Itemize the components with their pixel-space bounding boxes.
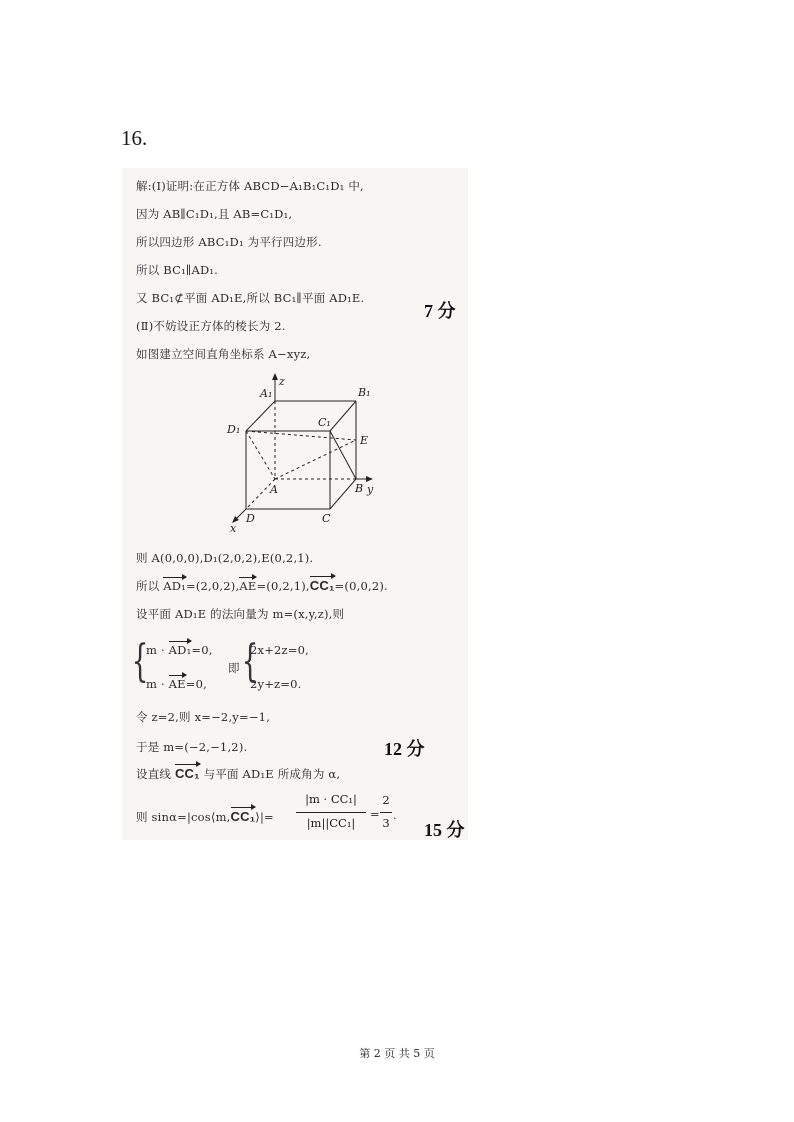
solution-line-13 [136, 766, 340, 782]
line9-value-2: =(0,2,1), [256, 579, 310, 593]
solution-line-6: (Ⅱ)不妨设正方体的棱长为 2. [136, 319, 286, 333]
line14-suffix: ⟩|= [255, 810, 274, 824]
fraction-1-numerator: |m · CC₁| [305, 792, 357, 806]
solution-line-11: 令 z=2,则 x=−2,y=−1, [136, 710, 271, 724]
solution-line-7: 如图建立空间直角坐标系 A−xyz, [136, 347, 311, 361]
vector-AE: AE [239, 579, 257, 593]
line14-cc1: CC₁ [230, 809, 256, 824]
system-eq-1 [146, 643, 213, 657]
cube-coordinate-figure [222, 372, 382, 534]
sys2-vector-AE: AE [168, 677, 186, 691]
label-D: D [246, 512, 255, 525]
fraction-2-denominator: 3 [382, 816, 390, 830]
solution-line-10: 设平面 AD₁E 的法向量为 m=(x,y,z),则 [136, 607, 345, 621]
final-period: . [393, 808, 397, 822]
label-A1: A₁ [260, 387, 273, 400]
question-number: 16. [121, 126, 148, 150]
label-y: y [367, 483, 374, 496]
label-x: x [230, 522, 237, 534]
label-C: C [322, 512, 331, 525]
sys1-prefix: m · [146, 643, 169, 657]
fraction-1-denominator: |m||CC₁| [306, 816, 356, 830]
system-eq-2 [146, 677, 207, 691]
equals-sign: = [370, 807, 380, 821]
edge-B1-C1 [330, 401, 356, 431]
solution-line-2: 因为 AB∥C₁D₁,且 AB=C₁D₁, [136, 207, 293, 221]
solution-line-8: 则 A(0,0,0),D₁(2,0,2),E(0,2,1). [136, 551, 314, 565]
score-7: 7 分 [424, 301, 456, 321]
vector-AD1: AD₁ [163, 579, 187, 593]
label-B: B [355, 482, 364, 495]
label-z: z [279, 375, 285, 388]
line9-value-1: =(2,0,2), [186, 579, 240, 593]
line13-prefix: 设直线 [136, 767, 175, 781]
vector-CC1: CC₁ [309, 578, 335, 593]
left-brace-1: { [131, 636, 149, 687]
score-15: 15 分 [424, 820, 465, 840]
solution-line-5: 又 BC₁⊄平面 AD₁E,所以 BC₁∥平面 AD₁E. [136, 291, 365, 305]
line13-cc1: CC₁ [174, 766, 200, 781]
y-axis-arrow [366, 476, 373, 482]
system-eq-3: 2x+2z=0, [250, 643, 310, 657]
system-eq-4: 2y+z=0. [250, 677, 302, 691]
label-C1: C₁ [318, 416, 331, 429]
solution-line-3: 所以四边形 ABC₁D₁ 为平行四边形. [136, 235, 322, 249]
fraction-2-numerator: 2 [382, 793, 390, 807]
label-D1: D₁ [227, 423, 241, 436]
score-12: 12 分 [384, 739, 425, 759]
left-brace-2: { [241, 636, 259, 687]
line9-value-3: =(0,0,2). [334, 579, 388, 593]
page-footer: 第 2 页 共 5 页 [359, 1047, 435, 1060]
fraction-1-bar [296, 812, 366, 813]
label-E: E [360, 434, 369, 447]
edge-B-C [330, 479, 356, 509]
edge-A1-D1 [246, 401, 275, 431]
line9-prefix: 所以 [136, 579, 164, 593]
segment-C1-B [330, 431, 356, 479]
segment-A-E [275, 440, 356, 479]
sys2-suffix: =0, [185, 677, 207, 691]
solution-line-9 [136, 578, 388, 594]
label-B1: B₁ [358, 386, 371, 399]
line14-prefix: 则 sinα=|cos⟨m, [136, 810, 231, 824]
sys1-suffix: =0, [191, 643, 213, 657]
solution-line-1: 解:(Ⅰ)证明:在正方体 ABCD−A₁B₁C₁D₁ 中, [136, 179, 364, 193]
z-axis-arrow [272, 373, 278, 380]
solution-line-4: 所以 BC₁∥AD₁. [136, 263, 219, 277]
solution-line-12: 于是 m=(−2,−1,2). [136, 740, 248, 754]
label-A: A [270, 483, 278, 496]
sys2-prefix: m · [146, 677, 169, 691]
x-axis [236, 509, 246, 519]
solution-line-14 [136, 809, 274, 825]
segment-D1-E [246, 431, 356, 440]
ji-word: 即 [228, 661, 240, 675]
fraction-2-bar [380, 812, 392, 813]
segment-D1-A [246, 431, 275, 479]
sys1-vector-AD1: AD₁ [168, 643, 192, 657]
line13-suffix: 与平面 AD₁E 所成角为 α, [199, 767, 341, 781]
